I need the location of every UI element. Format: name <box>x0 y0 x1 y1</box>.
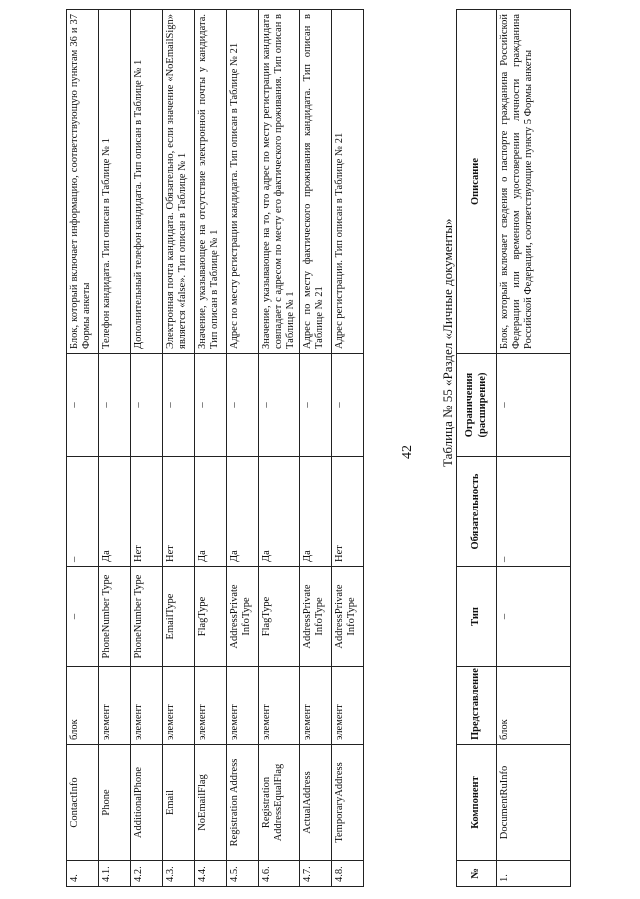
cell-description: Адрес регистрации. Тип описан в Таблице № 21 <box>332 10 364 354</box>
cell-representation: элемент <box>163 667 195 745</box>
cell-limits: – <box>99 354 131 457</box>
header-limits: Ограничения (расширение) <box>457 354 497 457</box>
cell-type: AddressPrivate InfoType <box>227 567 259 667</box>
cell-description: Блок, который включает сведения о паспорте гражданина Российской Федерации или временном удостоверении личности гражданина Российской Федерации, соответствующие пункту 5 Формы анкеты <box>497 10 571 354</box>
header-component: Компонент <box>457 745 497 861</box>
cell-num: 4.8. <box>332 861 364 887</box>
cell-num: 1. <box>497 861 571 887</box>
cell-description: Значение, указывающее на отсутствие электронной почты у кандидата. Тип описан в Таблице № 1 <box>195 10 227 354</box>
cell-component: ActualAddress <box>300 745 332 861</box>
cell-obligatory: Нет <box>131 457 163 567</box>
cell-num: 4.6. <box>259 861 300 887</box>
cell-obligatory: Да <box>300 457 332 567</box>
cell-representation: элемент <box>300 667 332 745</box>
personal-documents-table <box>456 9 571 887</box>
page-number: 42 <box>400 445 415 459</box>
table-row <box>195 10 227 887</box>
table-row <box>497 10 571 887</box>
cell-component: Registration Address <box>227 745 259 861</box>
cell-limits: – <box>131 354 163 457</box>
table-row <box>332 10 364 887</box>
cell-representation: элемент <box>227 667 259 745</box>
cell-num: 4.3. <box>163 861 195 887</box>
cell-component: DocumentRuInfo <box>497 745 571 861</box>
header-num: № <box>457 861 497 887</box>
cell-obligatory: Да <box>195 457 227 567</box>
table-row <box>99 10 131 887</box>
cell-limits: – <box>67 354 99 457</box>
header-type: Тип <box>457 567 497 667</box>
header-representation: Представление <box>457 667 497 745</box>
cell-description: Электронная почта кандидата. Обязательно, если значение «NoEmailSign» является «false». Тип описан в Таблице № 1 <box>163 10 195 354</box>
cell-type: – <box>497 567 571 667</box>
cell-limits: – <box>163 354 195 457</box>
cell-type: AddressPrivate InfoType <box>332 567 364 667</box>
table-caption: Таблица № 55 «Раздел «Личные документы» <box>440 218 455 467</box>
cell-num: 4.4. <box>195 861 227 887</box>
cell-obligatory: Нет <box>332 457 364 567</box>
cell-component: Registration AddressEqualFlag <box>259 745 300 861</box>
cell-type: PhoneNumber Type <box>131 567 163 667</box>
cell-component: NoEmailFlag <box>195 745 227 861</box>
header-obligatory: Обязательность <box>457 457 497 567</box>
cell-limits: – <box>259 354 300 457</box>
cell-num: 4.2. <box>131 861 163 887</box>
cell-description: Адрес по месту регистрации кандидата. Тип описан в Таблице № 21 <box>227 10 259 354</box>
cell-description: Блок, который включает информацию, соответствующую пунктам 36 и 37 Формы анкеты <box>67 10 99 354</box>
cell-num: 4.7. <box>300 861 332 887</box>
cell-obligatory: Нет <box>163 457 195 567</box>
cell-representation: элемент <box>259 667 300 745</box>
cell-obligatory: Да <box>227 457 259 567</box>
cell-num: 4.5. <box>227 861 259 887</box>
table-row <box>67 10 99 887</box>
cell-description: Телефон кандидата. Тип описан в Таблице № 1 <box>99 10 131 354</box>
cell-limits: – <box>332 354 364 457</box>
table-row <box>163 10 195 887</box>
cell-representation: элемент <box>332 667 364 745</box>
cell-component: Phone <box>99 745 131 861</box>
components-table-body <box>67 10 364 887</box>
cell-obligatory: Да <box>259 457 300 567</box>
cell-component: Email <box>163 745 195 861</box>
cell-type: – <box>67 567 99 667</box>
table-row <box>300 10 332 887</box>
cell-representation: блок <box>497 667 571 745</box>
cell-component: ContactInfo <box>67 745 99 861</box>
table-header-row <box>457 10 497 887</box>
cell-description: Адрес по месту фактического проживания кандидата. Тип описан в Таблице № 21 <box>300 10 332 354</box>
table-row <box>227 10 259 887</box>
personal-documents-table-body <box>497 10 571 887</box>
cell-representation: блок <box>67 667 99 745</box>
cell-type: PhoneNumber Type <box>99 567 131 667</box>
cell-type: AddressPrivate InfoType <box>300 567 332 667</box>
cell-representation: элемент <box>131 667 163 745</box>
cell-limits: – <box>497 354 571 457</box>
cell-limits: – <box>227 354 259 457</box>
cell-component: TemporaryAddress <box>332 745 364 861</box>
cell-representation: элемент <box>99 667 131 745</box>
cell-limits: – <box>195 354 227 457</box>
cell-description: Значение, указывающее на то, что адрес по месту регистрации кандидата совпадает с адресом по месту его фактического проживания. Тип описан в Таблице № 1 <box>259 10 300 354</box>
table-row <box>259 10 300 887</box>
header-description: Описание <box>457 10 497 354</box>
cell-num: 4.1. <box>99 861 131 887</box>
cell-obligatory: – <box>497 457 571 567</box>
cell-limits: – <box>300 354 332 457</box>
cell-type: FlagType <box>195 567 227 667</box>
cell-representation: элемент <box>195 667 227 745</box>
cell-component: AdditionalPhone <box>131 745 163 861</box>
cell-description: Дополнительный телефон кандидата. Тип описан в Таблице № 1 <box>131 10 163 354</box>
cell-obligatory: – <box>67 457 99 567</box>
table-row <box>131 10 163 887</box>
cell-obligatory: Да <box>99 457 131 567</box>
cell-type: EmailType <box>163 567 195 667</box>
components-table <box>66 9 364 887</box>
cell-num: 4. <box>67 861 99 887</box>
cell-type: FlagType <box>259 567 300 667</box>
